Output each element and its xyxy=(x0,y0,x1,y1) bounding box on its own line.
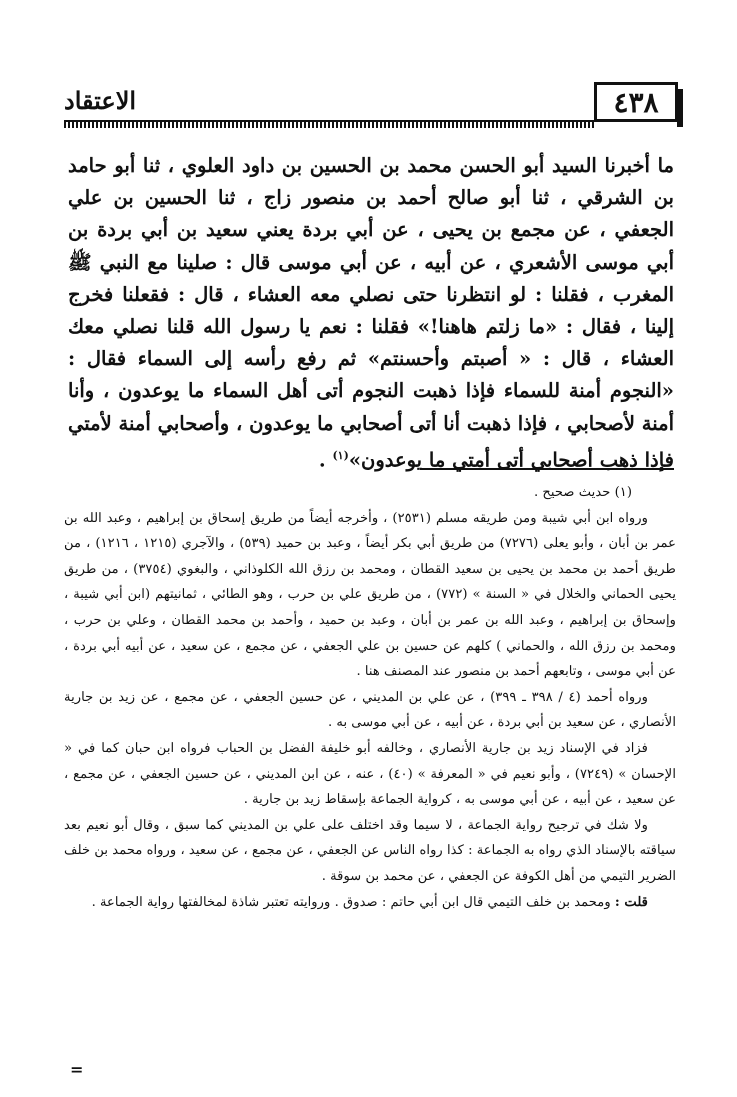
note-label: قلت : xyxy=(614,894,648,910)
footnote-paragraph-5 xyxy=(64,890,676,916)
main-tail: . xyxy=(318,448,333,472)
footnote-heading: (١) حديث صحيح . xyxy=(533,485,632,500)
footnote-paragraph-4: ولا شك في ترجيح رواية الجماعة ، لا سيما وقد اختلف على علي بن المديني كما سبق ، وقال أبو نعيم بعد سياقته بالإسناد الذي رواه به الجماعة : كذا رواه الناس عن الجعفي ، عن مجمع ، عن سعيد ، ورواه محمد بن خلف الضرير التيمي من أهل الكوفة عن الجعفي ، عن محمد بن سوقة . xyxy=(64,817,676,884)
running-title: الاعتقاد xyxy=(64,86,137,115)
footnote-paragraph-1: ورواه ابن أبي شيبة ومن طريقه مسلم (٢٥٣١) ، وأخرجه أيضاً من طريق إسحاق بن إبراهيم ، وعبد الله بن عمر بن أبان ، وأبو يعلى (٧٢٧٦) من طريق أبي بكر أيضاً ، وعبد بن حميد (٥٣٩) ، والآجري (١٢١٥ ، ١٢١٦) ، من طريق أحمد بن محمد بن يحيى بن سعيد القطان ، ومحمد بن رزق الله الكلوذاني ، والبغوي (٣٧٥٤) ، من طريق يحيى الحماني والخلال في « السنة » (٧٧٢) ، من طريق علي بن حرب ، وهو الطائي ، ثمانيتهم (ابن أبي شيبة ، وإسحاق بن إبراهيم ، وعبد الله بن عمر بن أبان ، وعبد بن حميد ، وأحمد بن محمد القطان ، وعلي بن حرب ، ومحمد بن رزق الله ، والحماني ) كلهم عن حسين بن علي الجعفي ، عن مجمع ، عن سعيد ، عن أبيه أبي بردة ، عن أبي موسى ، وتابعهم أحمد بن منصور عند المصنف هنا . xyxy=(64,510,676,680)
footnote-paragraph-2: ورواه أحمد (٤ / ٣٩٨ ـ ٣٩٩) ، عن علي بن المديني ، عن حسين الجعفي ، عن مجمع ، عن زيد بن جارية الأنصاري ، عن سعيد بن أبي بردة ، عن أبيه ، عن أبي موسى به . xyxy=(64,689,676,731)
hadith-text: ما أخبرنا السيد أبو الحسن محمد بن الحسين بن داود العلوي ، ثنا أبو حامد بن الشرقي ، ثنا أبو صالح أحمد بن منصور زاج ، ثنا الحسين بن علي الجعفي ، عن مجمع بن يحيى ، عن أبي بردة يعني سعيد بن أبي بردة بن أبي موسى الأشعري ، عن أبيه ، عن أبي موسى قال : صلينا مع النبي ﷺ المغرب ، فقلنا : لو انتظرنا حتى نصلي معه العشاء ، قال : فقعلنا فخرج إلينا ، فقال : «ما زلتم هاهنا!» فقلنا : نعم يا رسول الله قلنا نصلي معك العشاء ، قال : « أصبتم وأحسنتم» ثم رفع رأسه إلى السماء فقال : «النجوم أمنة للسماء فإذا ذهبت النجوم أتى أهل السماء ما يوعدون ، وأنا أمنة لأصحابي ، فإذا ذهبت أنا أتى أصحابي ما يوعدون ، وأصحابي أمنة لأمتي فإذا ذهب أصحابي أتى أمتي ما يوعدون» xyxy=(68,154,674,472)
footnotes xyxy=(64,480,676,915)
footnote-paragraph-3: فزاد في الإسناد زيد بن جارية الأنصاري ، وخالفه أبو خليفة الفضل بن الحباب فرواه ابن حبان كما في « الإحسان » (٧٢٤٩) ، وأبو نعيم في « المعرفة » (٤٠) ، عنه ، عن ابن المديني ، عن حسين الجعفي ، عن مجمع ، عن سعيد ، عن أبيه ، عن أبي موسى به ، كرواية الجماعة بإسقاط زيد بن جارية . xyxy=(64,740,676,808)
header-rule xyxy=(64,120,594,128)
main-text xyxy=(68,150,674,477)
footnote-separator xyxy=(420,468,674,470)
footnote-ref: (١) xyxy=(332,448,349,462)
continuation-mark: = xyxy=(70,1060,84,1079)
main-paragraph xyxy=(68,150,674,477)
note-text: ومحمد بن خلف التيمي قال ابن أبي حاتم : صدوق . وروايته تعتبر شاذة لمخالفتها رواية الجماعة . xyxy=(91,894,615,910)
page-header xyxy=(64,82,678,132)
page-number: ٤٣٨ xyxy=(594,82,678,122)
